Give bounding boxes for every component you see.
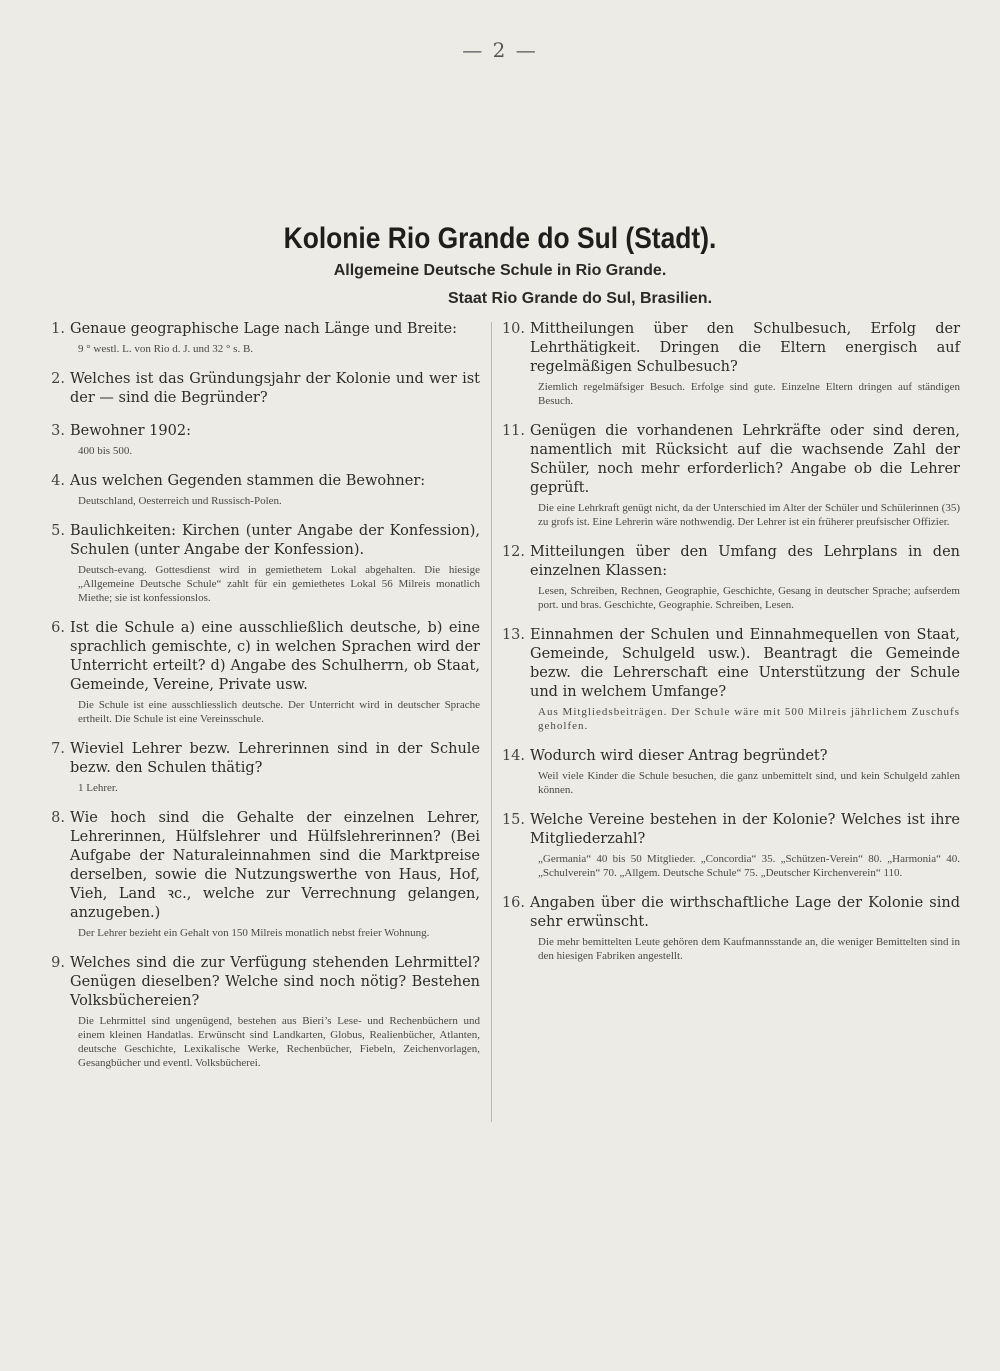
answer-text: 9 ° westl. L. von Rio d. J. und 32 ° s. B. bbox=[78, 343, 254, 355]
answer-text: Die mehr bemittelten Leute gehören dem Kaufmannsstande an, die weniger Bemittelten sind in den hiesigen Fabriken angestellt. bbox=[538, 936, 960, 962]
question-item bbox=[500, 626, 960, 733]
page-number: — 2 — bbox=[462, 38, 538, 62]
title-block bbox=[0, 222, 1000, 308]
question-text: Genaue geographische Lage nach Länge und Breite: bbox=[70, 321, 458, 337]
question-item bbox=[40, 472, 480, 508]
answer-text: Weil viele Kinder die Schule besuchen, die ganz unbemittelt sind, und kein Schulgeld zahlen können. bbox=[538, 770, 960, 796]
question-text: Mittheilungen über den Schulbesuch, Erfolg der Lehrthätigkeit. Dringen die Eltern energisch auf regelmäßigen Schulbesuch? bbox=[530, 321, 960, 375]
question-text: Einnahmen der Schulen und Einnahmequellen von Staat, Gemeinde, Schulgeld usw.). Beantragt die Gemeinde bezw. die Lehrerschaft eine Unterstützung der Schule und in welchem Umfange? bbox=[530, 627, 960, 700]
question-number: 10. bbox=[501, 321, 525, 337]
answer-text: Ziemlich regelmäfsiger Besuch. Erfolge sind gute. Einzelne Eltern dringen auf ständigen Besuch. bbox=[538, 381, 960, 407]
question-item bbox=[500, 320, 960, 408]
question-number: 8. bbox=[51, 810, 65, 826]
question-item bbox=[40, 422, 480, 458]
question-text: Wieviel Lehrer bezw. Lehrerinnen sind in der Schule bezw. den Schulen thätig? bbox=[70, 741, 480, 776]
answer-text: 1 Lehrer. bbox=[78, 782, 118, 794]
question-text: Genügen die vorhandenen Lehrkräfte oder sind deren, namentlich mit Rücksicht auf die wachsende Zahl der Schüler, noch mehr erforderlich? Angabe ob die Lehrer geprüft. bbox=[530, 423, 960, 496]
question-item bbox=[40, 619, 480, 726]
question-text: Mitteilungen über den Umfang des Lehrplans in den einzelnen Klassen: bbox=[530, 544, 960, 579]
question-number: 14. bbox=[501, 748, 525, 764]
question-text: Angaben über die wirthschaftliche Lage der Kolonie sind sehr erwünscht. bbox=[530, 895, 960, 930]
question-item bbox=[500, 811, 960, 880]
school-subtitle: Allgemeine Deutsche Schule in Rio Grande. bbox=[333, 262, 667, 279]
question-number: 2. bbox=[51, 371, 65, 387]
question-text: Baulichkeiten: Kirchen (unter Angabe der Konfession), Schulen (unter Angabe der Konfession). bbox=[70, 523, 480, 558]
question-number: 13. bbox=[501, 627, 525, 643]
answer-text: Deutsch-evang. Gottesdienst wird in gemiethetem Lokal abgehalten. Die hiesige „Allgemeine Deutsche Schule“ zahlt für ein gemiethetes Lokal 56 Milreis monatlich Miethe; sie ist konfessionslos. bbox=[78, 564, 480, 604]
questions-left-column bbox=[40, 320, 480, 1084]
question-item bbox=[40, 809, 480, 940]
question-number: 5. bbox=[51, 523, 65, 539]
answer-text: 400 bis 500. bbox=[78, 445, 133, 457]
question-text: Welche Vereine bestehen in der Kolonie? Welches ist ihre Mitgliederzahl? bbox=[530, 812, 960, 847]
question-item bbox=[40, 954, 480, 1070]
question-number: 16. bbox=[501, 895, 525, 911]
answer-text: „Germania“ 40 bis 50 Mitglieder. „Concordia“ 35. „Schützen-Verein“ 80. „Harmonia“ 40. „Schulverein“ 70. „Allgem. Deutsche Schule“ 75. „Deutscher Kirchenverein“ 110. bbox=[538, 853, 960, 879]
questions-right-column bbox=[500, 320, 960, 977]
question-text: Welches sind die zur Verfügung stehenden Lehrmittel? Genügen dieselben? Welche sind noch nötig? Bestehen Volksbüchereien? bbox=[70, 955, 480, 1009]
answer-text: Der Lehrer bezieht ein Gehalt von 150 Milreis monatlich nebst freier Wohnung. bbox=[78, 927, 430, 939]
question-text: Bewohner 1902: bbox=[70, 423, 191, 439]
column-divider bbox=[491, 322, 492, 1122]
answer-text: Die Lehrmittel sind ungenügend, bestehen aus Bieri’s Lese- und Rechenbüchern und einem kleinen Handatlas. Erwünscht sind Landkarten, Globus, Realienbücher, Atlanten, deutsche Geschichte, Lexikalische Werke, Rechenbücher, Fiebeln, Zeichenvorlagen, Gesangbücher und eventl. Volksbücherei. bbox=[78, 1015, 480, 1069]
answer-text: Die Schule ist eine ausschliesslich deutsche. Der Unterricht wird in deutscher Sprache ertheilt. Die Schule ist eine Vereinsschule. bbox=[78, 699, 480, 725]
question-item bbox=[40, 522, 480, 605]
question-item bbox=[500, 543, 960, 612]
question-text: Aus welchen Gegenden stammen die Bewohner: bbox=[70, 473, 426, 489]
question-item bbox=[500, 894, 960, 963]
page-title: Kolonie Rio Grande do Sul (Stadt). bbox=[283, 222, 717, 255]
question-number: 12. bbox=[501, 544, 525, 560]
question-number: 11. bbox=[501, 423, 525, 439]
question-text: Ist die Schule a) eine ausschließlich deutsche, b) eine sprachlich gemischte, c) in welchen Sprachen wird der Unterricht erteilt? d) Angabe des Schulherrn, ob Staat, Gemeinde, Vereine, Private usw. bbox=[70, 620, 480, 693]
question-number: 7. bbox=[51, 741, 65, 757]
question-number: 1. bbox=[51, 321, 65, 337]
state-subtitle: Staat Rio Grande do Sul, Brasilien. bbox=[447, 290, 713, 307]
question-item bbox=[40, 320, 480, 356]
question-number: 3. bbox=[51, 423, 65, 439]
question-text: Wie hoch sind die Gehalte der einzelnen Lehrer, Lehrerinnen, Hülfslehrer und Hülfslehrerinnen? (Bei Aufgabe der Naturaleinnahmen sind die Marktpreise derselben, sowie die Nutzungswerthe von Haus, Hof, Vieh, Land ꝛc., welche zur Verrechnung gelangen, anzugeben.) bbox=[70, 810, 480, 921]
question-item bbox=[40, 740, 480, 795]
answer-text: Deutschland, Oesterreich und Russisch-Polen. bbox=[78, 495, 282, 507]
question-text: Welches ist das Gründungsjahr der Kolonie und wer ist der — sind die Begründer? bbox=[70, 371, 480, 406]
answer-text: Aus Mitgliedsbeiträgen. Der Schule wäre mit 500 Milreis jährlichem Zuschufs geholfen. bbox=[538, 706, 960, 732]
answer-text: Lesen, Schreiben, Rechnen, Geographie, Geschichte, Gesang in deutscher Sprache; aufserdem port. und bras. Geschichte, Geographie. Schreiben, Lesen. bbox=[538, 585, 960, 611]
question-item bbox=[40, 370, 480, 408]
question-text: Wodurch wird dieser Antrag begründet? bbox=[530, 748, 828, 764]
question-number: 9. bbox=[51, 955, 65, 971]
question-item bbox=[500, 422, 960, 529]
question-item bbox=[500, 747, 960, 797]
question-number: 6. bbox=[51, 620, 65, 636]
question-number: 4. bbox=[51, 473, 65, 489]
question-number: 15. bbox=[501, 812, 525, 828]
answer-text: Die eine Lehrkraft genügt nicht, da der Unterschied im Alter der Schüler und Schülerinnen (35) zu grofs ist. Eine Lehrerin wäre nothwendig. Der Lehrer ist ein früherer preufsischer Offizier. bbox=[538, 502, 960, 528]
